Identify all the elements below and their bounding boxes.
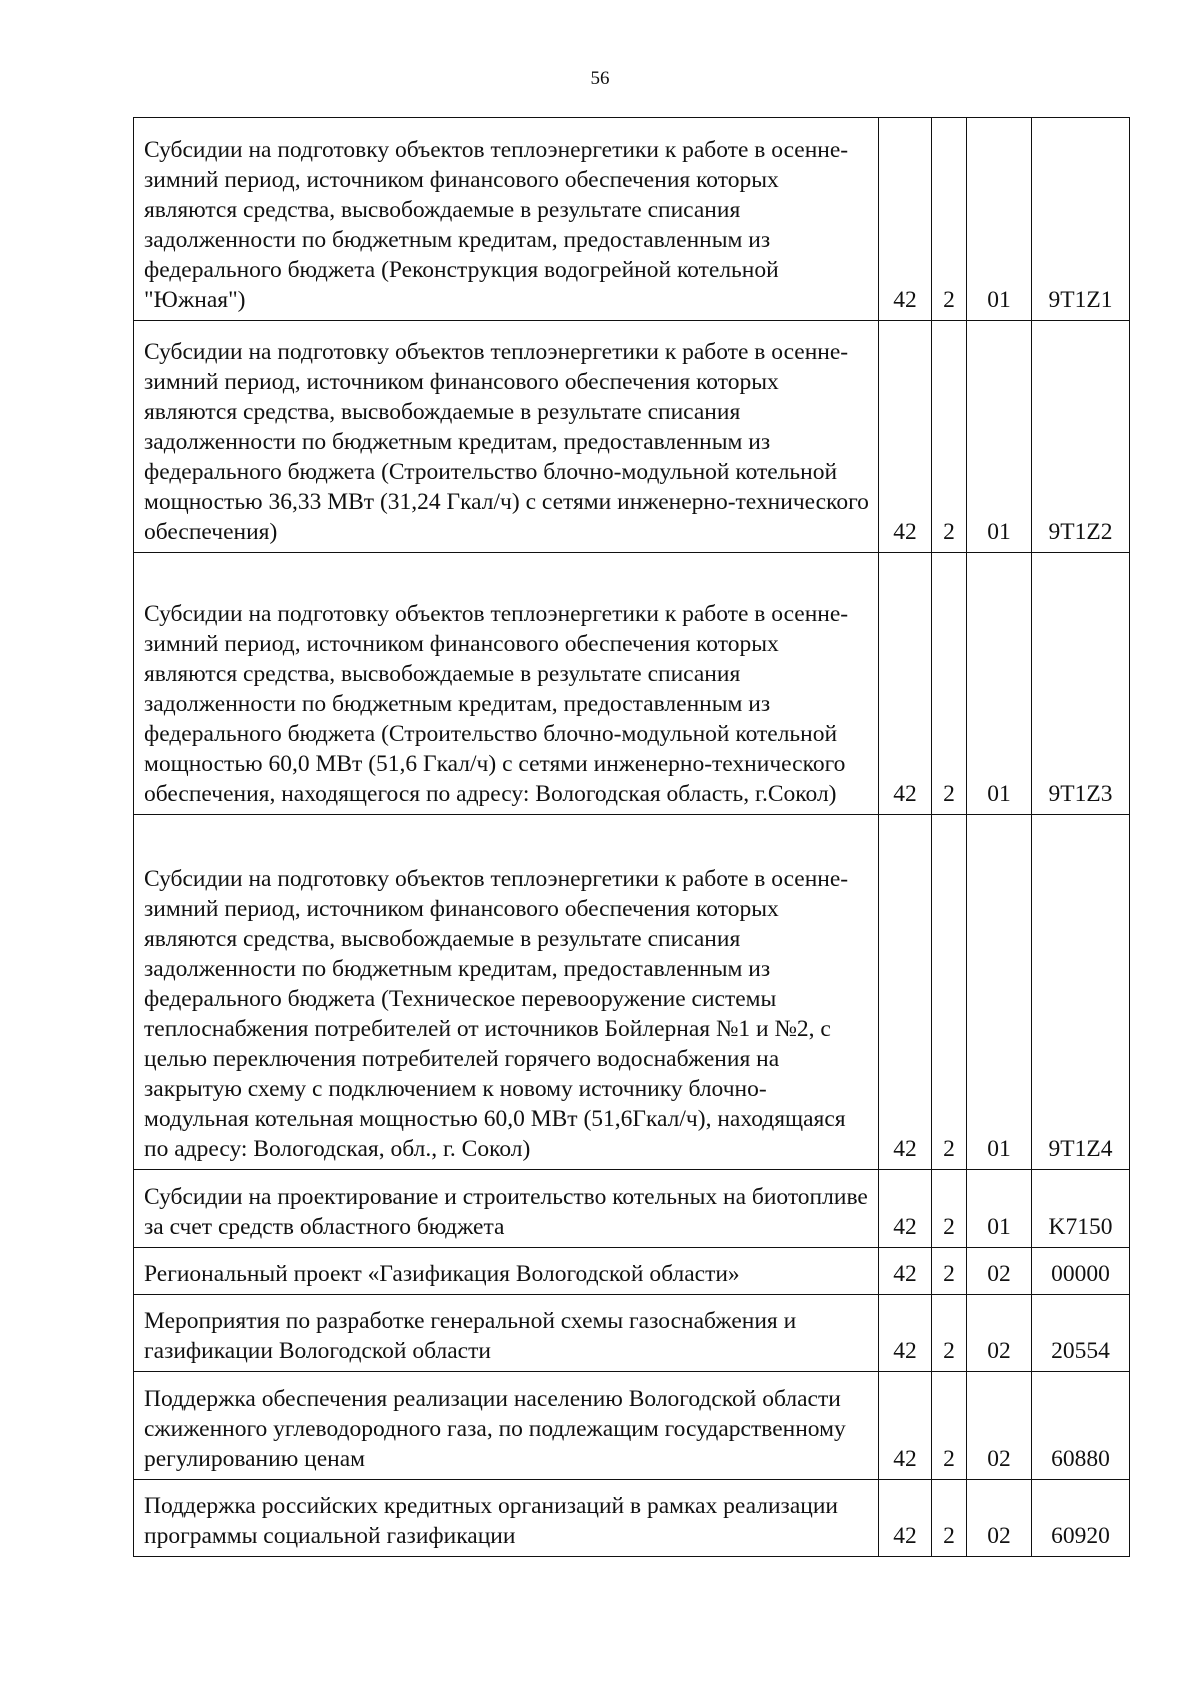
table-row (134, 1170, 1130, 1248)
row-code-program: 2 (932, 815, 967, 1170)
row-description: Мероприятия по разработке генеральной схемы газоснабжения и газификации Вологодской области (134, 1295, 879, 1372)
row-code-direction: 00000 (1032, 1248, 1130, 1295)
row-code-subprogram: 02 (967, 1480, 1032, 1557)
row-code-ministry: 42 (879, 553, 932, 815)
row-description: Субсидии на подготовку объектов теплоэнергетики к работе в осенне-зимний период, источником финансового обеспечения которых являются средства, высвобождаемые в результате списания задолженности по бюджетным кредитам, предоставленным из федерального бюджета (Техническое перевооружение системы теплоснабжения потребителей от источников Бойлерная №1 и №2, с целью переключения потребителей горячего водоснабжения на закрытую схему с подключением к новому источнику блочно-модульная котельная мощностью 60,0 МВт (51,6Гкал/ч), находящаяся по адресу: Вологодская, обл., г. Сокол) (134, 815, 879, 1170)
table-row (134, 1295, 1130, 1372)
row-code-ministry: 42 (879, 1480, 932, 1557)
row-code-direction: 60920 (1032, 1480, 1130, 1557)
table-row (134, 321, 1130, 553)
row-description: Субсидии на подготовку объектов теплоэнергетики к работе в осенне-зимний период, источником финансового обеспечения которых являются средства, высвобождаемые в результате списания задолженности по бюджетным кредитам, предоставленным из федерального бюджета (Реконструкция водогрейной котельной "Южная") (134, 118, 879, 321)
row-code-subprogram: 02 (967, 1295, 1032, 1372)
row-code-direction: 9T1Z4 (1032, 815, 1130, 1170)
row-code-program: 2 (932, 1480, 967, 1557)
row-code-ministry: 42 (879, 321, 932, 553)
row-code-direction: 60880 (1032, 1372, 1130, 1480)
row-description: Субсидии на проектирование и строительство котельных на биотопливе за счет средств областного бюджета (134, 1170, 879, 1248)
row-code-program: 2 (932, 1295, 967, 1372)
table-row (134, 118, 1130, 321)
row-code-ministry: 42 (879, 118, 932, 321)
row-code-subprogram: 01 (967, 553, 1032, 815)
row-code-ministry: 42 (879, 1170, 932, 1248)
row-code-ministry: 42 (879, 815, 932, 1170)
row-code-subprogram: 01 (967, 815, 1032, 1170)
row-code-subprogram: 01 (967, 118, 1032, 321)
row-code-subprogram: 02 (967, 1372, 1032, 1480)
row-code-program: 2 (932, 553, 967, 815)
row-description: Поддержка обеспечения реализации населению Вологодской области сжиженного углеводородного газа, по подлежащим государственному регулированию ценам (134, 1372, 879, 1480)
row-code-ministry: 42 (879, 1248, 932, 1295)
row-code-direction: 9T1Z3 (1032, 553, 1130, 815)
row-code-direction: 9T1Z1 (1032, 118, 1130, 321)
budget-table (133, 117, 1130, 1557)
row-code-subprogram: 02 (967, 1248, 1032, 1295)
row-description: Поддержка российских кредитных организаций в рамках реализации программы социальной газификации (134, 1480, 879, 1557)
row-code-ministry: 42 (879, 1295, 932, 1372)
row-code-direction: 20554 (1032, 1295, 1130, 1372)
table-row (134, 1480, 1130, 1557)
row-code-direction: K7150 (1032, 1170, 1130, 1248)
row-code-program: 2 (932, 118, 967, 321)
table-row (134, 1372, 1130, 1480)
row-code-program: 2 (932, 1372, 967, 1480)
row-code-subprogram: 01 (967, 1170, 1032, 1248)
table-row (134, 815, 1130, 1170)
row-code-program: 2 (932, 1170, 967, 1248)
row-description: Региональный проект «Газификация Вологодской области» (134, 1248, 879, 1295)
row-code-subprogram: 01 (967, 321, 1032, 553)
row-code-direction: 9T1Z2 (1032, 321, 1130, 553)
row-description: Субсидии на подготовку объектов теплоэнергетики к работе в осенне-зимний период, источником финансового обеспечения которых являются средства, высвобождаемые в результате списания задолженности по бюджетным кредитам, предоставленным из федерального бюджета (Строительство блочно-модульной котельной мощностью 60,0 МВт (51,6 Гкал/ч) с сетями инженерно-технического обеспечения, находящегося по адресу: Вологодская область, г.Сокол) (134, 553, 879, 815)
row-code-ministry: 42 (879, 1372, 932, 1480)
table-row (134, 553, 1130, 815)
table-row (134, 1248, 1130, 1295)
row-code-program: 2 (932, 1248, 967, 1295)
page-number: 56 (590, 68, 610, 89)
row-description: Субсидии на подготовку объектов теплоэнергетики к работе в осенне-зимний период, источником финансового обеспечения которых являются средства, высвобождаемые в результате списания задолженности по бюджетным кредитам, предоставленным из федерального бюджета (Строительство блочно-модульной котельной мощностью 36,33 МВт (31,24 Гкал/ч) с сетями инженерно-технического обеспечения) (134, 321, 879, 553)
row-code-program: 2 (932, 321, 967, 553)
